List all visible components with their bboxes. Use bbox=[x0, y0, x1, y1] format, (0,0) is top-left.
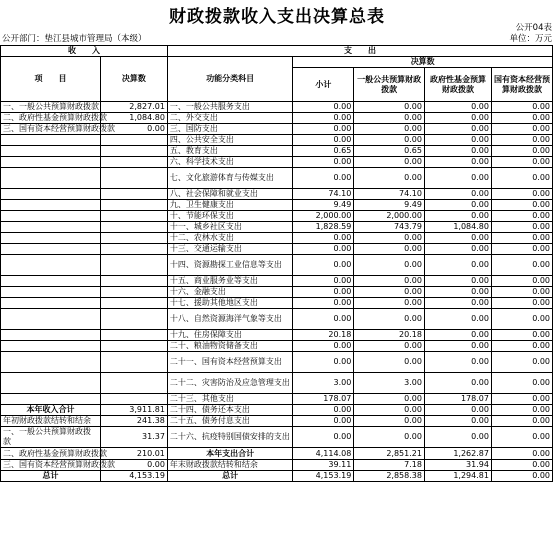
expense-fund-cell: 0.00 bbox=[424, 309, 491, 330]
expense-fund-cell: 0.00 bbox=[424, 113, 491, 124]
expense-capital-cell: 0.00 bbox=[491, 157, 552, 168]
income-amount-cell bbox=[100, 189, 167, 200]
expense-item-cell: 二十一、国有资本经营预算支出 bbox=[167, 352, 292, 373]
expense-item-cell: 二十、粮油物资储备支出 bbox=[167, 341, 292, 352]
report-title: 财政拨款收入支出决算总表 bbox=[169, 7, 385, 27]
expense-capital-cell: 0.00 bbox=[491, 200, 552, 211]
expense-subtotal-cell: 4,114.08 bbox=[293, 448, 354, 460]
income-amount-cell bbox=[100, 157, 167, 168]
income-amount-cell bbox=[100, 287, 167, 298]
income-amount-cell: 0.00 bbox=[100, 124, 167, 135]
income-amount-cell bbox=[100, 373, 167, 394]
expense-subtotal-cell: 0.00 bbox=[293, 244, 354, 255]
expense-general-cell: 7.18 bbox=[354, 460, 425, 471]
expense-fund-cell: 0.00 bbox=[424, 352, 491, 373]
expense-fund-cell: 0.00 bbox=[424, 189, 491, 200]
table-row bbox=[1, 189, 553, 200]
expense-item-cell: 八、社会保障和就业支出 bbox=[167, 189, 292, 200]
table-row bbox=[1, 330, 553, 341]
income-amount-cell: 241.38 bbox=[100, 416, 167, 427]
table-row bbox=[1, 394, 553, 405]
income-amount-cell: 31.37 bbox=[100, 427, 167, 448]
expense-capital-cell: 0.00 bbox=[491, 276, 552, 287]
table-row bbox=[1, 341, 553, 352]
income-amount-cell: 210.01 bbox=[100, 448, 167, 460]
expense-item-cell: 十四、资源勘探工业信息等支出 bbox=[167, 255, 292, 276]
income-item-cell: 三、国有资本经营预算财政拨款 bbox=[1, 460, 101, 471]
expense-item-cell: 二十二、灾害防治及应急管理支出 bbox=[167, 373, 292, 394]
income-item-cell: 二、政府性基金预算财政拨款 bbox=[1, 448, 101, 460]
expense-header: 支 出 bbox=[167, 46, 552, 57]
expense-subtotal-cell: 0.00 bbox=[293, 233, 354, 244]
subtotal-header: 小计 bbox=[293, 68, 354, 102]
expense-capital-cell: 0.00 bbox=[491, 416, 552, 427]
income-item-cell bbox=[1, 244, 101, 255]
expense-general-cell: 0.00 bbox=[354, 233, 425, 244]
income-amount-cell bbox=[100, 298, 167, 309]
expense-item-cell: 十二、农林水支出 bbox=[167, 233, 292, 244]
gov-fund-header: 政府性基金预算财政拨款 bbox=[424, 68, 491, 102]
expense-fund-cell: 0.00 bbox=[424, 373, 491, 394]
income-item-cell: 年初财政拨款结转和结余 bbox=[1, 416, 101, 427]
table-row bbox=[1, 287, 553, 298]
expense-capital-cell: 0.00 bbox=[491, 373, 552, 394]
expense-general-cell: 20.18 bbox=[354, 330, 425, 341]
expense-capital-cell: 0.00 bbox=[491, 244, 552, 255]
expense-general-cell: 3.00 bbox=[354, 373, 425, 394]
expense-capital-cell: 0.00 bbox=[491, 233, 552, 244]
expense-subtotal-cell: 74.10 bbox=[293, 189, 354, 200]
expense-capital-cell: 0.00 bbox=[491, 460, 552, 471]
item-header: 项 目 bbox=[1, 57, 101, 102]
expense-subtotal-cell: 0.00 bbox=[293, 416, 354, 427]
table-row bbox=[1, 471, 553, 482]
expense-subtotal-cell: 0.00 bbox=[293, 352, 354, 373]
expense-item-cell: 十三、交通运输支出 bbox=[167, 244, 292, 255]
expense-general-cell: 2,000.00 bbox=[354, 211, 425, 222]
table-row bbox=[1, 352, 553, 373]
income-amount-cell bbox=[100, 394, 167, 405]
expense-general-cell: 0.00 bbox=[354, 168, 425, 189]
expense-general-cell: 74.10 bbox=[354, 189, 425, 200]
income-amount-cell bbox=[100, 211, 167, 222]
table-row bbox=[1, 211, 553, 222]
expense-subtotal-cell: 0.00 bbox=[293, 276, 354, 287]
income-item-cell bbox=[1, 373, 101, 394]
income-item-cell: 本年收入合计 bbox=[1, 405, 101, 416]
income-item-cell bbox=[1, 394, 101, 405]
general-budget-header: 一般公共预算财政拨款 bbox=[354, 68, 425, 102]
budget-table bbox=[0, 45, 553, 482]
expense-subtotal-cell: 1,828.59 bbox=[293, 222, 354, 233]
expense-subtotal-cell: 0.00 bbox=[293, 287, 354, 298]
expense-general-cell: 0.00 bbox=[354, 341, 425, 352]
expense-item-cell: 五、教育支出 bbox=[167, 146, 292, 157]
income-item-cell: 三、国有资本经营预算财政拨款 bbox=[1, 124, 101, 135]
expense-item-cell: 本年支出合计 bbox=[167, 448, 292, 460]
expense-subtotal-cell: 0.00 bbox=[293, 135, 354, 146]
expense-fund-cell: 1,084.80 bbox=[424, 222, 491, 233]
income-item-cell: 总计 bbox=[1, 471, 101, 482]
expense-capital-cell: 0.00 bbox=[491, 135, 552, 146]
expense-subtotal-cell: 0.65 bbox=[293, 146, 354, 157]
func-header: 功能分类科目 bbox=[167, 57, 292, 102]
expense-general-cell: 9.49 bbox=[354, 200, 425, 211]
income-amount-cell bbox=[100, 233, 167, 244]
expense-item-cell: 二十四、债务还本支出 bbox=[167, 405, 292, 416]
expense-general-cell: 0.00 bbox=[354, 394, 425, 405]
income-item-cell bbox=[1, 211, 101, 222]
table-row bbox=[1, 416, 553, 427]
form-number: 公开04表 bbox=[515, 23, 552, 33]
table-row bbox=[1, 157, 553, 168]
expense-subtotal-cell: 4,153.19 bbox=[293, 471, 354, 482]
income-item-cell bbox=[1, 222, 101, 233]
expense-general-cell: 0.00 bbox=[354, 102, 425, 113]
unit-label: 单位：万元 bbox=[509, 34, 552, 44]
income-item-cell bbox=[1, 341, 101, 352]
table-row bbox=[1, 448, 553, 460]
expense-subtotal-cell: 0.00 bbox=[293, 113, 354, 124]
expense-item-cell: 总计 bbox=[167, 471, 292, 482]
table-row bbox=[1, 373, 553, 394]
table-row bbox=[1, 124, 553, 135]
expense-fund-cell: 0.00 bbox=[424, 416, 491, 427]
expense-subtotal-cell: 0.00 bbox=[293, 168, 354, 189]
expense-subtotal-cell: 20.18 bbox=[293, 330, 354, 341]
table-row bbox=[1, 168, 553, 189]
expense-capital-cell: 0.00 bbox=[491, 124, 552, 135]
expense-fund-cell: 0.00 bbox=[424, 287, 491, 298]
income-item-cell bbox=[1, 352, 101, 373]
expense-item-cell: 九、卫生健康支出 bbox=[167, 200, 292, 211]
expense-capital-cell: 0.00 bbox=[491, 146, 552, 157]
income-amount-cell: 0.00 bbox=[100, 460, 167, 471]
expense-fund-cell: 0.00 bbox=[424, 405, 491, 416]
income-amount-cell bbox=[100, 222, 167, 233]
expense-general-cell: 0.00 bbox=[354, 157, 425, 168]
expense-item-cell: 十七、援助其他地区支出 bbox=[167, 298, 292, 309]
expense-fund-cell: 1,262.87 bbox=[424, 448, 491, 460]
income-amount-cell: 4,153.19 bbox=[100, 471, 167, 482]
expense-capital-cell: 0.00 bbox=[491, 341, 552, 352]
table-row bbox=[1, 255, 553, 276]
income-item-cell bbox=[1, 255, 101, 276]
expense-capital-cell: 0.00 bbox=[491, 405, 552, 416]
expense-item-cell: 四、公共安全支出 bbox=[167, 135, 292, 146]
table-row bbox=[1, 460, 553, 471]
expense-subtotal-cell: 0.00 bbox=[293, 341, 354, 352]
income-amount-cell bbox=[100, 276, 167, 287]
income-item-cell bbox=[1, 189, 101, 200]
expense-fund-cell: 0.00 bbox=[424, 341, 491, 352]
expense-item-cell: 三、国防支出 bbox=[167, 124, 292, 135]
table-row bbox=[1, 298, 553, 309]
expense-item-cell: 一、一般公共服务支出 bbox=[167, 102, 292, 113]
expense-capital-cell: 0.00 bbox=[491, 471, 552, 482]
expense-fund-cell: 0.00 bbox=[424, 298, 491, 309]
income-amount-cell bbox=[100, 352, 167, 373]
expense-subtotal-cell: 178.07 bbox=[293, 394, 354, 405]
expense-fund-cell: 0.00 bbox=[424, 233, 491, 244]
table-row bbox=[1, 146, 553, 157]
expense-capital-cell: 0.00 bbox=[491, 222, 552, 233]
expense-fund-cell: 0.00 bbox=[424, 135, 491, 146]
expense-capital-cell: 0.00 bbox=[491, 189, 552, 200]
department-label: 公开部门：垫江县城市管理局（本级） bbox=[2, 34, 147, 44]
expense-general-cell: 2,851.21 bbox=[354, 448, 425, 460]
expense-general-cell: 2,858.38 bbox=[354, 471, 425, 482]
expense-subtotal-cell: 39.11 bbox=[293, 460, 354, 471]
expense-item-cell: 十、节能环保支出 bbox=[167, 211, 292, 222]
income-amount-cell bbox=[100, 135, 167, 146]
income-item-cell bbox=[1, 233, 101, 244]
expense-item-cell: 二十三、其他支出 bbox=[167, 394, 292, 405]
income-amount-cell bbox=[100, 341, 167, 352]
expense-capital-cell: 0.00 bbox=[491, 394, 552, 405]
expense-capital-cell: 0.00 bbox=[491, 287, 552, 298]
expense-fund-cell: 31.94 bbox=[424, 460, 491, 471]
income-header: 收 入 bbox=[1, 46, 168, 57]
expense-fund-cell: 0.00 bbox=[424, 255, 491, 276]
expense-general-cell: 0.00 bbox=[354, 113, 425, 124]
expense-general-cell: 0.00 bbox=[354, 405, 425, 416]
expense-item-cell: 七、文化旅游体育与传媒支出 bbox=[167, 168, 292, 189]
expense-general-cell: 0.00 bbox=[354, 427, 425, 448]
income-amount-cell bbox=[100, 146, 167, 157]
expense-subtotal-cell: 0.00 bbox=[293, 124, 354, 135]
expense-capital-cell: 0.00 bbox=[491, 330, 552, 341]
expense-item-cell: 年末财政拨款结转和结余 bbox=[167, 460, 292, 471]
income-amount-cell bbox=[100, 330, 167, 341]
expense-general-cell: 0.00 bbox=[354, 124, 425, 135]
table-row bbox=[1, 405, 553, 416]
income-item-cell bbox=[1, 157, 101, 168]
expense-fund-cell: 0.00 bbox=[424, 157, 491, 168]
expense-general-cell: 0.00 bbox=[354, 309, 425, 330]
income-item-cell bbox=[1, 298, 101, 309]
final-group-header: 决算数 bbox=[293, 57, 553, 68]
expense-subtotal-cell: 0.00 bbox=[293, 102, 354, 113]
income-amount-cell: 2,827.01 bbox=[100, 102, 167, 113]
expense-general-cell: 0.00 bbox=[354, 416, 425, 427]
expense-fund-cell: 0.00 bbox=[424, 211, 491, 222]
income-item-cell bbox=[1, 287, 101, 298]
expense-capital-cell: 0.00 bbox=[491, 309, 552, 330]
expense-fund-cell: 0.00 bbox=[424, 146, 491, 157]
expense-item-cell: 十六、金融支出 bbox=[167, 287, 292, 298]
table-row bbox=[1, 102, 553, 113]
expense-subtotal-cell: 9.49 bbox=[293, 200, 354, 211]
expense-subtotal-cell: 0.00 bbox=[293, 157, 354, 168]
expense-subtotal-cell: 0.00 bbox=[293, 309, 354, 330]
expense-subtotal-cell: 0.00 bbox=[293, 255, 354, 276]
expense-capital-cell: 0.00 bbox=[491, 168, 552, 189]
income-item-cell bbox=[1, 330, 101, 341]
expense-subtotal-cell: 2,000.00 bbox=[293, 211, 354, 222]
expense-item-cell: 二、外交支出 bbox=[167, 113, 292, 124]
expense-item-cell: 十一、城乡社区支出 bbox=[167, 222, 292, 233]
expense-capital-cell: 0.00 bbox=[491, 102, 552, 113]
income-amount-cell bbox=[100, 255, 167, 276]
expense-subtotal-cell: 0.00 bbox=[293, 298, 354, 309]
expense-fund-cell: 0.00 bbox=[424, 168, 491, 189]
table-row bbox=[1, 113, 553, 124]
income-amount-cell bbox=[100, 168, 167, 189]
expense-capital-cell: 0.00 bbox=[491, 352, 552, 373]
expense-item-cell: 二十六、抗疫特别国债安排的支出 bbox=[167, 427, 292, 448]
income-item-cell bbox=[1, 146, 101, 157]
income-item-cell bbox=[1, 168, 101, 189]
expense-general-cell: 0.00 bbox=[354, 352, 425, 373]
expense-capital-cell: 0.00 bbox=[491, 427, 552, 448]
expense-fund-cell: 178.07 bbox=[424, 394, 491, 405]
income-item-cell bbox=[1, 276, 101, 287]
expense-fund-cell: 0.00 bbox=[424, 102, 491, 113]
income-amount-cell bbox=[100, 309, 167, 330]
expense-subtotal-cell: 0.00 bbox=[293, 427, 354, 448]
income-amount-cell bbox=[100, 244, 167, 255]
state-capital-header: 国有资本经营预算财政拨款 bbox=[491, 68, 552, 102]
expense-fund-cell: 1,294.81 bbox=[424, 471, 491, 482]
expense-item-cell: 十九、住房保障支出 bbox=[167, 330, 292, 341]
table-row bbox=[1, 276, 553, 287]
income-item-cell: 一、一般公共预算财政拨款 bbox=[1, 427, 101, 448]
expense-general-cell: 0.00 bbox=[354, 135, 425, 146]
income-amount-cell bbox=[100, 200, 167, 211]
table-row bbox=[1, 135, 553, 146]
expense-capital-cell: 0.00 bbox=[491, 113, 552, 124]
expense-fund-cell: 0.00 bbox=[424, 124, 491, 135]
expense-fund-cell: 0.00 bbox=[424, 200, 491, 211]
expense-fund-cell: 0.00 bbox=[424, 244, 491, 255]
expense-general-cell: 0.00 bbox=[354, 298, 425, 309]
expense-item-cell: 二十五、债务付息支出 bbox=[167, 416, 292, 427]
table-row bbox=[1, 427, 553, 448]
expense-capital-cell: 0.00 bbox=[491, 448, 552, 460]
table-row bbox=[1, 200, 553, 211]
table-row bbox=[1, 244, 553, 255]
income-item-cell: 二、政府性基金预算财政拨款 bbox=[1, 113, 101, 124]
expense-capital-cell: 0.00 bbox=[491, 255, 552, 276]
expense-general-cell: 743.79 bbox=[354, 222, 425, 233]
income-amount-cell: 1,084.80 bbox=[100, 113, 167, 124]
expense-general-cell: 0.00 bbox=[354, 287, 425, 298]
table-row bbox=[1, 309, 553, 330]
expense-fund-cell: 0.00 bbox=[424, 427, 491, 448]
income-item-cell: 一、一般公共预算财政拨款 bbox=[1, 102, 101, 113]
income-item-cell bbox=[1, 200, 101, 211]
income-amount-cell: 3,911.81 bbox=[100, 405, 167, 416]
amount-header: 决算数 bbox=[100, 57, 167, 102]
expense-fund-cell: 0.00 bbox=[424, 330, 491, 341]
income-item-cell bbox=[1, 135, 101, 146]
expense-capital-cell: 0.00 bbox=[491, 298, 552, 309]
expense-fund-cell: 0.00 bbox=[424, 276, 491, 287]
table-row bbox=[1, 222, 553, 233]
expense-general-cell: 0.00 bbox=[354, 244, 425, 255]
expense-capital-cell: 0.00 bbox=[491, 211, 552, 222]
expense-subtotal-cell: 3.00 bbox=[293, 373, 354, 394]
table-row bbox=[1, 233, 553, 244]
expense-item-cell: 十八、自然资源海洋气象等支出 bbox=[167, 309, 292, 330]
expense-subtotal-cell: 0.00 bbox=[293, 405, 354, 416]
expense-general-cell: 0.00 bbox=[354, 276, 425, 287]
expense-item-cell: 十五、商业服务业等支出 bbox=[167, 276, 292, 287]
income-item-cell bbox=[1, 309, 101, 330]
expense-item-cell: 六、科学技术支出 bbox=[167, 157, 292, 168]
expense-general-cell: 0.00 bbox=[354, 255, 425, 276]
expense-general-cell: 0.65 bbox=[354, 146, 425, 157]
